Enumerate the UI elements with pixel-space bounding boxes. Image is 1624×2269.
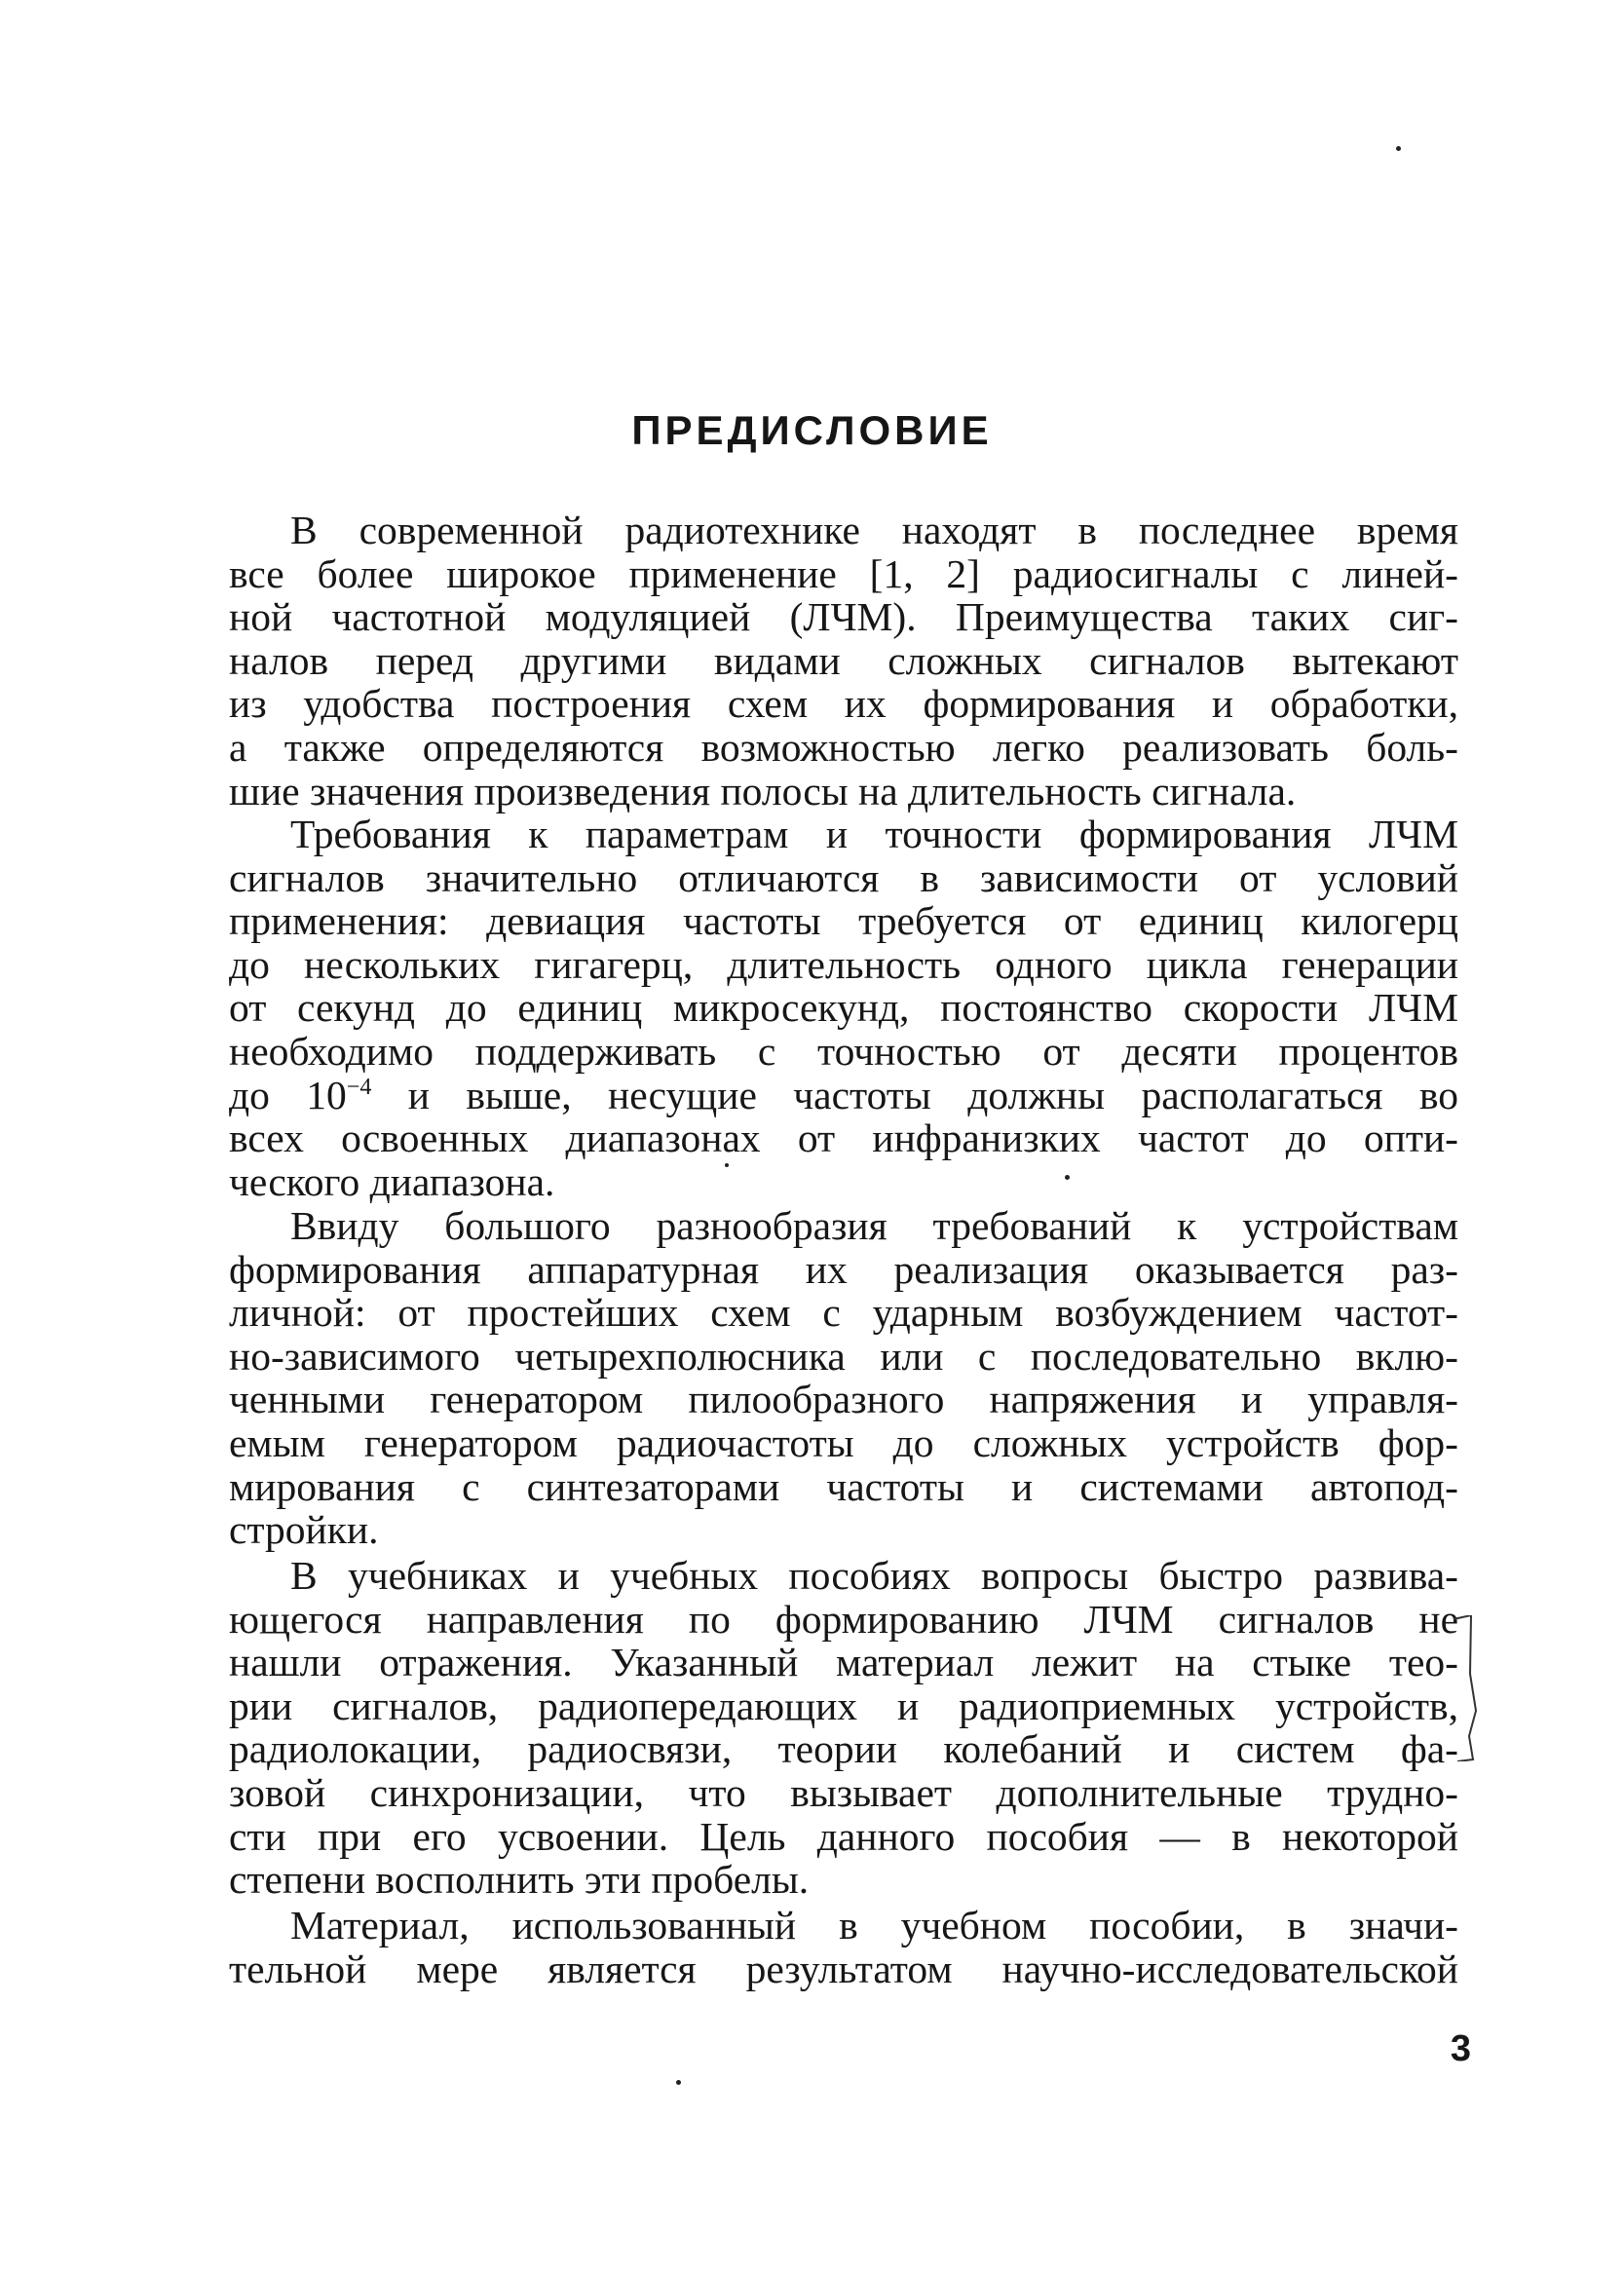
margin-bracket-mark [1452, 1615, 1481, 1761]
scan-speck [1065, 1175, 1070, 1180]
text-line: все более широкое применение [1, 2] радиосигналы с линей- [229, 550, 1458, 596]
paragraph-4 [229, 1554, 1458, 1902]
text-line: Требования к параметрам и точности формирования ЛЧМ [290, 812, 1458, 856]
paragraph-1 [229, 509, 1458, 813]
text-line: формирования аппаратурная их реализация оказывается раз- [229, 1246, 1458, 1292]
text-line: нашли отражения. Указанный материал лежит на стыке тео- [229, 1640, 1458, 1685]
text-line: мирования с синтезаторами частоты и системами автопод- [229, 1463, 1458, 1509]
text-line: степени восполнить эти пробелы. [229, 1857, 810, 1903]
text-line: личной: от простейших схем с ударным возбуждением частот- [229, 1290, 1458, 1336]
text-line: всех освоенных диапазонах от инфранизких частот до опти- [229, 1116, 1458, 1161]
exponent: −4 [346, 1074, 372, 1100]
text-line: емым генератором радиочастоты до сложных устройств фор- [229, 1419, 1458, 1465]
text-line: из удобства построения схем их формирования и обработки, [229, 681, 1458, 727]
page-title: ПРЕДИСЛОВИЕ [631, 407, 993, 453]
paragraph-2 [229, 813, 1458, 1203]
text-line: рии сигналов, радиопередающих и радиоприемных устройств, [229, 1683, 1458, 1728]
text-line: радиолокации, радиосвязи, теории колебаний и систем фа- [229, 1726, 1458, 1772]
text-line: от секунд до единиц микросекунд, постоянство скорости ЛЧМ [229, 985, 1458, 1031]
text-line: тельной мере является результатом научно-исследовательской [229, 1946, 1458, 1991]
page-number: 3 [1450, 2028, 1471, 2069]
text-line: ченными генератором пилообразного напряжения и управля- [229, 1377, 1458, 1422]
text-line: шие значения произведения полосы на длительность сигнала. [229, 768, 1297, 813]
scan-speck [725, 1163, 729, 1167]
text-line: налов перед другими видами сложных сигналов вытекают [229, 637, 1458, 683]
text-line: зовой синхронизации, что вызывает дополнительные трудно- [229, 1769, 1458, 1815]
scan-speck [676, 2080, 681, 2085]
text-line: сти при его усвоении. Цель данного пособия — в некоторой [229, 1813, 1458, 1859]
text-line: необходимо поддерживать с точностью от десяти процентов [229, 1028, 1458, 1074]
text-line: стройки. [229, 1507, 379, 1553]
text-line: но-зависимого четырехполюсника или с последовательно вклю- [229, 1333, 1458, 1379]
text-line: сигналов значительно отличаются в зависимости от условий [229, 854, 1458, 900]
text-line: а также определяются возможностью легко реализовать боль- [229, 724, 1458, 770]
scan-speck [1396, 146, 1401, 151]
text-line: В современной радиотехнике находят в последнее время [290, 508, 1458, 552]
paragraph-3 [229, 1204, 1458, 1552]
text-line: ющегося направления по формированию ЛЧМ сигналов не [229, 1596, 1458, 1642]
text-fragment: и выше, несущие частоты должны располагаться во [371, 1072, 1458, 1117]
paragraph-5 [229, 1904, 1458, 1990]
text-line: В учебниках и учебных пособиях вопросы быстро развива- [290, 1553, 1458, 1598]
text-line: ной частотной модуляцией (ЛЧМ). Преимущества таких сиг- [229, 594, 1458, 640]
text-line: применения: девиация частоты требуется от единиц килогерц [229, 898, 1458, 944]
text-line: Ввиду большого разнообразия требований к устройствам [290, 1203, 1458, 1248]
text-line: Материал, использованный в учебном пособии, в значи- [290, 1903, 1458, 1948]
text-fragment: до 10 [229, 1072, 347, 1117]
text-line: ческого диапазона. [229, 1158, 555, 1204]
text-line-with-exponent [229, 1074, 1458, 1117]
text-line: до нескольких гигагерц, длительность одного цикла генерации [229, 941, 1458, 987]
